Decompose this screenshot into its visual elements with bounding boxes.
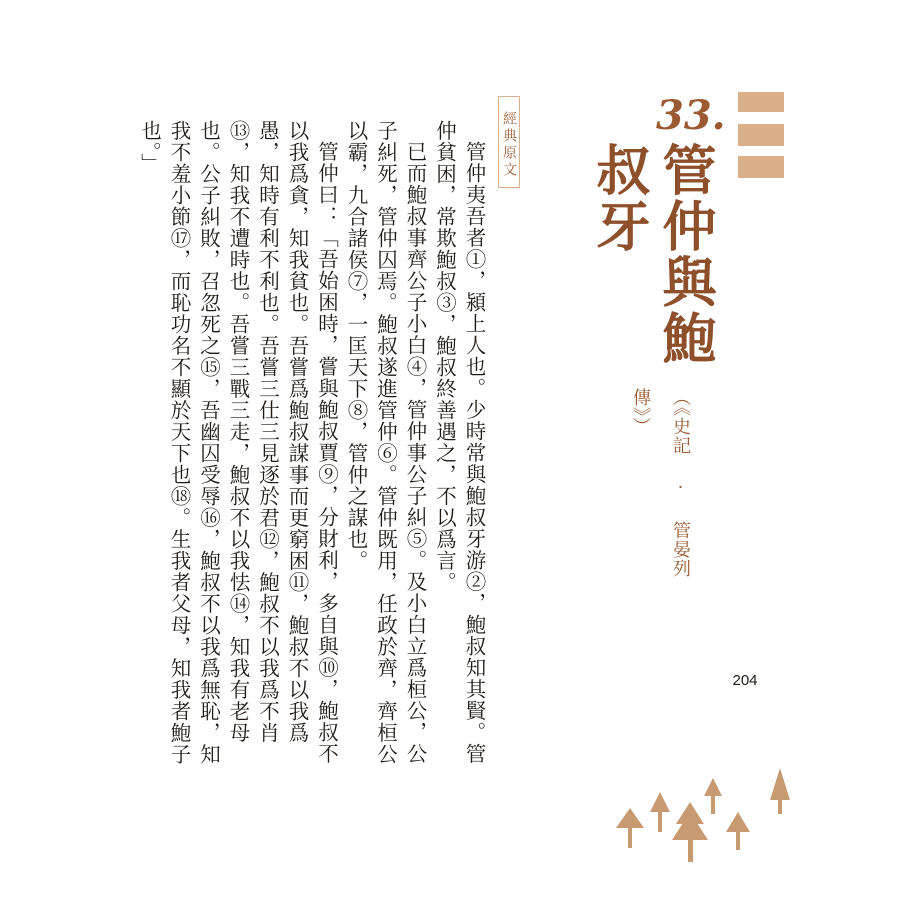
tree-icon (650, 792, 670, 832)
paragraph: 管仲曰：「吾始困時，嘗與鮑叔賈⑨，分財利，多自與⑩，鮑叔不以我爲貪，知我貧也。吾嘗爲鮑叔謀事而更窮困⑪，鮑叔不以我爲愚，知時有利不利也。吾嘗三仕三見逐於君⑫，鮑叔不以我爲不肖⑬，知我不遭時也。吾嘗三戰三走，鮑叔不以我怯⑭，知我有老母也。公子糾敗，召忽死之⑮，吾幽囚受辱⑯，鮑叔不以我爲無恥，知我不羞小節⑰，而恥功名不顯於天下也⑱。生我者父母，知我者鮑子也。」 (137, 120, 339, 765)
source-citation: （《史記 · 管晏列傳》） (630, 388, 691, 578)
tree-icon (770, 768, 790, 814)
decorative-bar (738, 92, 784, 112)
tree-icon (726, 812, 750, 850)
paragraph: 管仲夷吾者①，潁上人也。少時常與鮑叔牙游②，鮑叔知其賢。管仲貧困，常欺鮑叔③，鮑叔終善遇之，不以爲言。 (432, 120, 486, 764)
tree-icon (672, 802, 708, 862)
tree-icon (704, 778, 722, 814)
decorative-bar (738, 124, 784, 146)
tree-icon (616, 808, 644, 848)
paragraph: 已而鮑叔事齊公子小白④，管仲事公子糾⑤。及小白立爲桓公，公子糾死，管仲囚焉。鮑叔遂進管仲⑥。管仲既用，任政於齊，齊桓公以霸，九合諸侯⑦，一匡天下⑧，管仲之謀也。 (344, 120, 427, 765)
page-number: 204 (732, 672, 758, 689)
chapter-title: 管仲與鮑叔牙 (588, 142, 718, 366)
chapter-number: 33. (656, 92, 726, 139)
tree-illustration (610, 760, 810, 900)
section-label: 經典原文 (498, 96, 520, 188)
decorative-bar (738, 156, 784, 178)
classical-text-body (137, 120, 488, 780)
